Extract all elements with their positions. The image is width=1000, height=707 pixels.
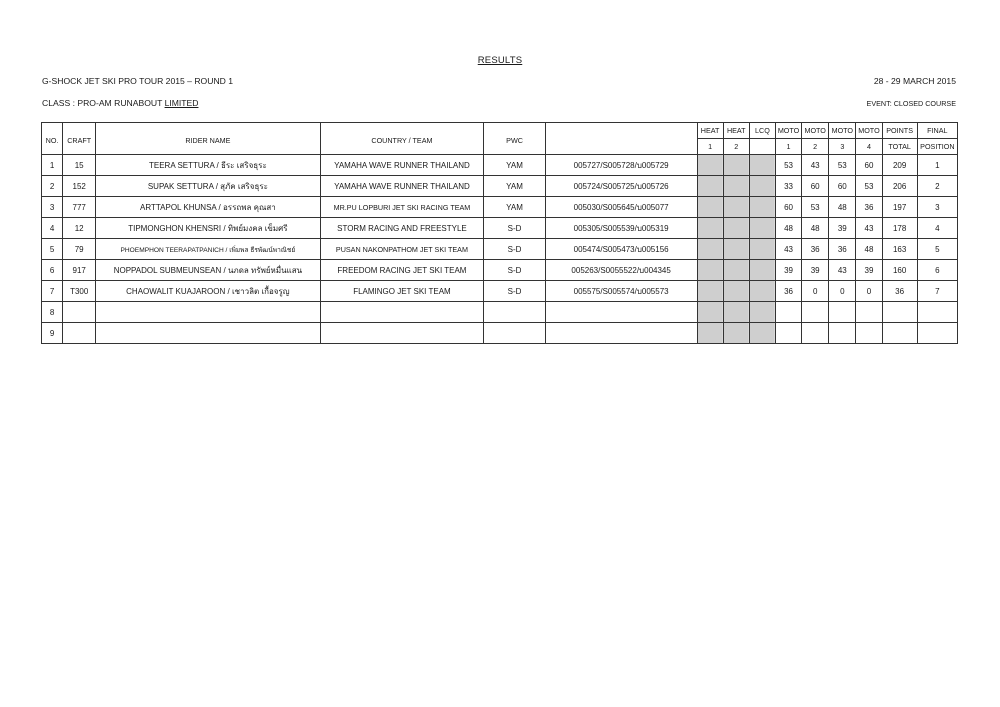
cell-moto4: 53 xyxy=(856,176,882,197)
cell-lcq xyxy=(749,155,775,176)
cell-position: 6 xyxy=(917,260,957,281)
cell-total: 197 xyxy=(882,197,917,218)
col-heat1: HEAT xyxy=(697,123,723,139)
cell-pwc xyxy=(484,302,545,323)
cell-heat1 xyxy=(697,197,723,218)
cell-lcq xyxy=(749,302,775,323)
table-row xyxy=(42,218,958,239)
col-no: NO. xyxy=(42,123,63,155)
col-moto1-num: 1 xyxy=(775,139,801,155)
cell-no: 5 xyxy=(42,239,63,260)
cell-moto2: 53 xyxy=(802,197,829,218)
cell-craft: 777 xyxy=(63,197,96,218)
table-row xyxy=(42,260,958,281)
cell-moto2: 43 xyxy=(802,155,829,176)
table-row xyxy=(42,239,958,260)
cell-craft xyxy=(63,302,96,323)
cell-pwc: YAM xyxy=(484,197,545,218)
col-serial xyxy=(545,123,697,155)
cell-no: 3 xyxy=(42,197,63,218)
class-prefix: CLASS : PRO-AM RUNABOUT xyxy=(42,98,165,108)
cell-lcq xyxy=(749,218,775,239)
cell-rider xyxy=(96,323,320,344)
cell-moto1: 48 xyxy=(775,218,801,239)
cell-rider xyxy=(96,302,320,323)
cell-pwc xyxy=(484,323,545,344)
cell-heat2 xyxy=(723,260,749,281)
col-moto1: MOTO xyxy=(775,123,801,139)
cell-no: 2 xyxy=(42,176,63,197)
header-row-1 xyxy=(42,123,958,139)
cell-position: 3 xyxy=(917,197,957,218)
cell-serial xyxy=(545,302,697,323)
cell-pwc: S-D xyxy=(484,260,545,281)
cell-serial: 005305/S005539/บ005319 xyxy=(545,218,697,239)
col-final: FINAL xyxy=(917,123,957,139)
col-heat1-num: 1 xyxy=(697,139,723,155)
cell-moto3 xyxy=(829,302,856,323)
cell-heat2 xyxy=(723,176,749,197)
col-position: POSITION xyxy=(917,139,957,155)
cell-total: 178 xyxy=(882,218,917,239)
col-points: POINTS xyxy=(882,123,917,139)
table-row xyxy=(42,155,958,176)
cell-heat1 xyxy=(697,323,723,344)
cell-team: FLAMINGO JET SKI TEAM xyxy=(320,281,484,302)
cell-moto3: 53 xyxy=(829,155,856,176)
event-date: 28 - 29 MARCH 2015 xyxy=(873,76,956,86)
col-pwc: PWC xyxy=(484,123,545,155)
cell-pwc: S-D xyxy=(484,281,545,302)
col-moto3: MOTO xyxy=(829,123,856,139)
cell-rider: PHOEMPHON TEERAPATPANICH / เพิ่มพล ธีรพัฒน์พาณิชย์ xyxy=(96,239,320,260)
results-title: RESULTS xyxy=(477,55,523,66)
cell-moto1: 53 xyxy=(775,155,801,176)
cell-serial xyxy=(545,323,697,344)
cell-team xyxy=(320,302,484,323)
cell-moto4: 39 xyxy=(856,260,882,281)
cell-serial: 005263/S0055522/บ004345 xyxy=(545,260,697,281)
cell-serial: 005575/S005574/บ005573 xyxy=(545,281,697,302)
col-lcq: LCQ xyxy=(749,123,775,139)
cell-serial: 005474/S005473/บ005156 xyxy=(545,239,697,260)
cell-moto4: 36 xyxy=(856,197,882,218)
cell-team: YAMAHA WAVE RUNNER THAILAND xyxy=(320,176,484,197)
cell-team: MR.PU LOPBURI JET SKI RACING TEAM xyxy=(320,197,484,218)
cell-no: 9 xyxy=(42,323,63,344)
col-heat2-num: 2 xyxy=(723,139,749,155)
cell-moto1 xyxy=(775,323,801,344)
cell-lcq xyxy=(749,260,775,281)
class-limited: LIMITED xyxy=(164,98,199,108)
cell-position: 7 xyxy=(917,281,957,302)
cell-moto3: 48 xyxy=(829,197,856,218)
table-row xyxy=(42,302,958,323)
event-name: G-SHOCK JET SKI PRO TOUR 2015 – ROUND 1 xyxy=(42,76,234,86)
cell-heat2 xyxy=(723,155,749,176)
cell-team xyxy=(320,323,484,344)
cell-moto2: 39 xyxy=(802,260,829,281)
cell-serial: 005030/S005645/บ005077 xyxy=(545,197,697,218)
cell-lcq xyxy=(749,323,775,344)
cell-moto1 xyxy=(775,302,801,323)
class-line xyxy=(42,98,198,108)
table-row xyxy=(42,281,958,302)
cell-rider: NOPPADOL SUBMEUNSEAN / นภดล ทรัพย์หมื่นแสน xyxy=(96,260,320,281)
cell-lcq xyxy=(749,176,775,197)
cell-moto3: 43 xyxy=(829,260,856,281)
cell-lcq xyxy=(749,197,775,218)
col-moto4-num: 4 xyxy=(856,139,882,155)
cell-craft xyxy=(63,323,96,344)
cell-heat1 xyxy=(697,155,723,176)
cell-total: 206 xyxy=(882,176,917,197)
cell-moto3: 36 xyxy=(829,239,856,260)
col-lcq-blank xyxy=(749,139,775,155)
cell-moto4: 60 xyxy=(856,155,882,176)
cell-position xyxy=(917,302,957,323)
cell-moto3: 39 xyxy=(829,218,856,239)
cell-no: 7 xyxy=(42,281,63,302)
cell-craft: T300 xyxy=(63,281,96,302)
cell-moto1: 60 xyxy=(775,197,801,218)
cell-heat1 xyxy=(697,218,723,239)
cell-moto2: 60 xyxy=(802,176,829,197)
table-row xyxy=(42,197,958,218)
cell-position: 4 xyxy=(917,218,957,239)
cell-total: 163 xyxy=(882,239,917,260)
cell-heat2 xyxy=(723,239,749,260)
cell-craft: 12 xyxy=(63,218,96,239)
cell-team: PUSAN NAKONPATHOM JET SKI TEAM xyxy=(320,239,484,260)
event-type: EVENT: CLOSED COURSE xyxy=(866,99,956,108)
cell-heat2 xyxy=(723,197,749,218)
cell-serial: 005727/S005728/บ005729 xyxy=(545,155,697,176)
cell-heat1 xyxy=(697,281,723,302)
cell-total: 209 xyxy=(882,155,917,176)
cell-moto1: 33 xyxy=(775,176,801,197)
cell-lcq xyxy=(749,239,775,260)
cell-craft: 79 xyxy=(63,239,96,260)
col-total: TOTAL xyxy=(882,139,917,155)
cell-heat2 xyxy=(723,218,749,239)
cell-moto4 xyxy=(856,302,882,323)
cell-position: 5 xyxy=(917,239,957,260)
cell-rider: CHAOWALIT KUAJAROON / เชาวลิต เกื้อจรูญ xyxy=(96,281,320,302)
results-table xyxy=(41,122,958,344)
cell-no: 4 xyxy=(42,218,63,239)
cell-moto3 xyxy=(829,323,856,344)
cell-moto3: 60 xyxy=(829,176,856,197)
cell-heat1 xyxy=(697,176,723,197)
col-team: COUNTRY / TEAM xyxy=(320,123,484,155)
cell-no: 8 xyxy=(42,302,63,323)
cell-team: FREEDOM RACING JET SKI TEAM xyxy=(320,260,484,281)
col-moto2-num: 2 xyxy=(802,139,829,155)
cell-heat1 xyxy=(697,302,723,323)
cell-rider: ARTTAPOL KHUNSA / อรรถพล คุณสา xyxy=(96,197,320,218)
cell-total xyxy=(882,302,917,323)
cell-pwc: S-D xyxy=(484,218,545,239)
cell-rider: TIPMONGHON KHENSRI / ทิพย์มงคล เข็มศรี xyxy=(96,218,320,239)
cell-moto2 xyxy=(802,323,829,344)
cell-no: 6 xyxy=(42,260,63,281)
cell-team: YAMAHA WAVE RUNNER THAILAND xyxy=(320,155,484,176)
cell-position xyxy=(917,323,957,344)
cell-moto4: 43 xyxy=(856,218,882,239)
cell-no: 1 xyxy=(42,155,63,176)
cell-moto2: 0 xyxy=(802,281,829,302)
cell-heat2 xyxy=(723,302,749,323)
cell-heat2 xyxy=(723,323,749,344)
cell-serial: 005724/S005725/บ005726 xyxy=(545,176,697,197)
cell-moto2: 48 xyxy=(802,218,829,239)
col-moto2: MOTO xyxy=(802,123,829,139)
cell-craft: 15 xyxy=(63,155,96,176)
col-moto4: MOTO xyxy=(856,123,882,139)
col-heat2: HEAT xyxy=(723,123,749,139)
cell-pwc: YAM xyxy=(484,176,545,197)
cell-total: 36 xyxy=(882,281,917,302)
cell-rider: SUPAK SETTURA / สุภัค เสริจธุระ xyxy=(96,176,320,197)
cell-heat2 xyxy=(723,281,749,302)
col-craft: CRAFT xyxy=(63,123,96,155)
table-row xyxy=(42,176,958,197)
cell-total: 160 xyxy=(882,260,917,281)
cell-position: 1 xyxy=(917,155,957,176)
cell-moto2 xyxy=(802,302,829,323)
cell-moto1: 39 xyxy=(775,260,801,281)
cell-moto4 xyxy=(856,323,882,344)
cell-craft: 152 xyxy=(63,176,96,197)
cell-position: 2 xyxy=(917,176,957,197)
cell-moto3: 0 xyxy=(829,281,856,302)
cell-heat1 xyxy=(697,260,723,281)
cell-moto1: 36 xyxy=(775,281,801,302)
cell-moto1: 43 xyxy=(775,239,801,260)
cell-pwc: YAM xyxy=(484,155,545,176)
cell-moto2: 36 xyxy=(802,239,829,260)
cell-moto4: 48 xyxy=(856,239,882,260)
cell-moto4: 0 xyxy=(856,281,882,302)
cell-team: STORM RACING AND FREESTYLE xyxy=(320,218,484,239)
cell-pwc: S-D xyxy=(484,239,545,260)
cell-craft: 917 xyxy=(63,260,96,281)
cell-rider: TEERA SETTURA / ธีระ เสริจธุระ xyxy=(96,155,320,176)
col-rider: RIDER NAME xyxy=(96,123,320,155)
col-moto3-num: 3 xyxy=(829,139,856,155)
cell-total xyxy=(882,323,917,344)
cell-heat1 xyxy=(697,239,723,260)
table-row xyxy=(42,323,958,344)
cell-lcq xyxy=(749,281,775,302)
